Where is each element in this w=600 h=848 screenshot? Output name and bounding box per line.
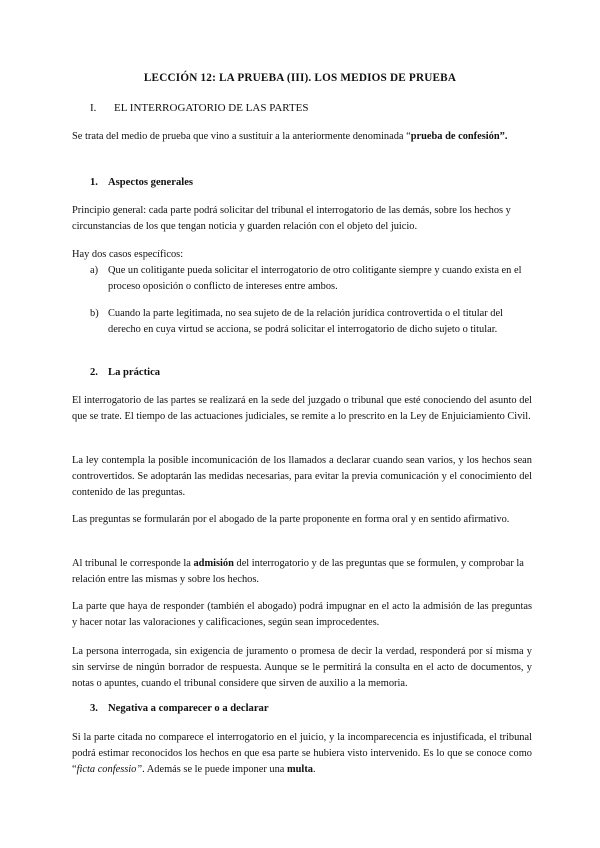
ficta-text-end: . bbox=[312, 764, 316, 775]
list-item bbox=[90, 263, 532, 295]
section-label: EL INTERROGATORIO DE LAS PARTES bbox=[114, 102, 309, 114]
paragraph-principio-general: Principio general: cada parte podrá solicitar del tribunal el interrogatorio de las demás, sobre los hechos y circunstancias de los que tengan noticia y guarden relación con el objeto del juicio. bbox=[72, 205, 511, 232]
ficta-text-mid: . Además se le puede imponer una bbox=[142, 764, 287, 775]
paragraph-preguntas: Las preguntas se formularán por el abogado de la parte proponente en forma oral y en sentido afirmativo. bbox=[72, 514, 510, 525]
heading-la-practica bbox=[90, 367, 160, 378]
lesson-title: LECCIÓN 12: LA PRUEBA (III). LOS MEDIOS DE PRUEBA bbox=[143, 72, 457, 84]
intro-text: Se trata del medio de prueba que vino a sustituir a la anteriormente denominada “ bbox=[72, 131, 411, 142]
paragraph-impugnar: La parte que haya de responder (también el abogado) podrá impugnar en el acto la admisión de las preguntas y hacer notar las valoraciones y calificaciones, según sean improcedentes. bbox=[72, 601, 532, 628]
admision-text-end: del interrogatorio y de las preguntas que se formulen, y comprobar la relación entre las mismas y sobre los hechos. bbox=[72, 558, 524, 585]
heading-label: La práctica bbox=[108, 367, 161, 378]
section-number: I. bbox=[90, 102, 97, 114]
ficta-italic-term: ficta confessio” bbox=[76, 764, 143, 775]
list-item bbox=[90, 306, 532, 338]
admision-text: Al tribunal le corresponde la bbox=[72, 558, 194, 569]
paragraph-casos: Hay dos casos específicos: bbox=[72, 249, 184, 260]
list-marker: a) bbox=[90, 265, 99, 276]
paragraph-admision bbox=[72, 556, 532, 588]
heading-number: 3. bbox=[90, 703, 98, 714]
heading-aspectos-generales bbox=[90, 177, 193, 188]
intro-bold-term: prueba de confesión bbox=[410, 131, 500, 142]
list-item-text: Que un colitigante pueda solicitar el interrogatorio de otro colitigante siempre y cuando exista en el proceso oposición o conflicto de intereses entre ambos. bbox=[108, 265, 522, 292]
intro-paragraph bbox=[72, 129, 532, 145]
section-heading bbox=[90, 102, 309, 114]
admision-bold-term: admisión bbox=[193, 558, 234, 569]
paragraph-sede: El interrogatorio de las partes se realizará en la sede del juzgado o tribunal que esté conociendo del asunto del que se trate. El tiempo de las actuaciones judiciales, se remite a lo prescrito en la Ley de Enjuiciamiento Civil. bbox=[72, 395, 532, 422]
list-item-text: Cuando la parte legitimada, no sea sujeto de de la relación jurídica controvertida o el titular del derecho en cuya virtud se acciona, se podrá solicitar el interrogatorio de dicho sujeto o titular. bbox=[108, 308, 503, 335]
list-marker: b) bbox=[90, 308, 99, 319]
multa-bold-term: multa bbox=[287, 764, 313, 775]
ficta-text: Si la parte citada no comparece el interrogatorio en el juicio, y la incomparecencia es injustificada, el tribunal podrá estimar reconocidos los hechos en que esa parte se hubiera visto intervenido. Es lo que se conoce como “ bbox=[72, 732, 532, 775]
heading-label: Aspectos generales bbox=[108, 177, 194, 188]
paragraph-incomunicacion: La ley contempla la posible incomunicación de los llamados a declarar cuando sean varios, y los hechos sean controvertidos. Se adoptarán las medidas necesarias, para evitar la previa comunicación y el conocimiento del contenido de las preguntas. bbox=[72, 455, 532, 498]
heading-label: Negativa a comparecer o a declarar bbox=[108, 703, 269, 714]
paragraph-ficta-confessio bbox=[72, 730, 532, 778]
heading-negativa bbox=[90, 703, 269, 714]
heading-number: 1. bbox=[90, 177, 98, 188]
paragraph-persona-interrogada: La persona interrogada, sin exigencia de juramento o promesa de decir la verdad, responderá por sí misma y sin servirse de ningún borrador de respuesta. Aunque se le permitirá la consulta en el acto de documentos, y notas o apuntes, cuando el tribunal considere que sirven de auxilio a la memoria. bbox=[72, 646, 532, 689]
heading-number: 2. bbox=[90, 367, 98, 378]
intro-closing-quote: ”. bbox=[499, 131, 508, 142]
